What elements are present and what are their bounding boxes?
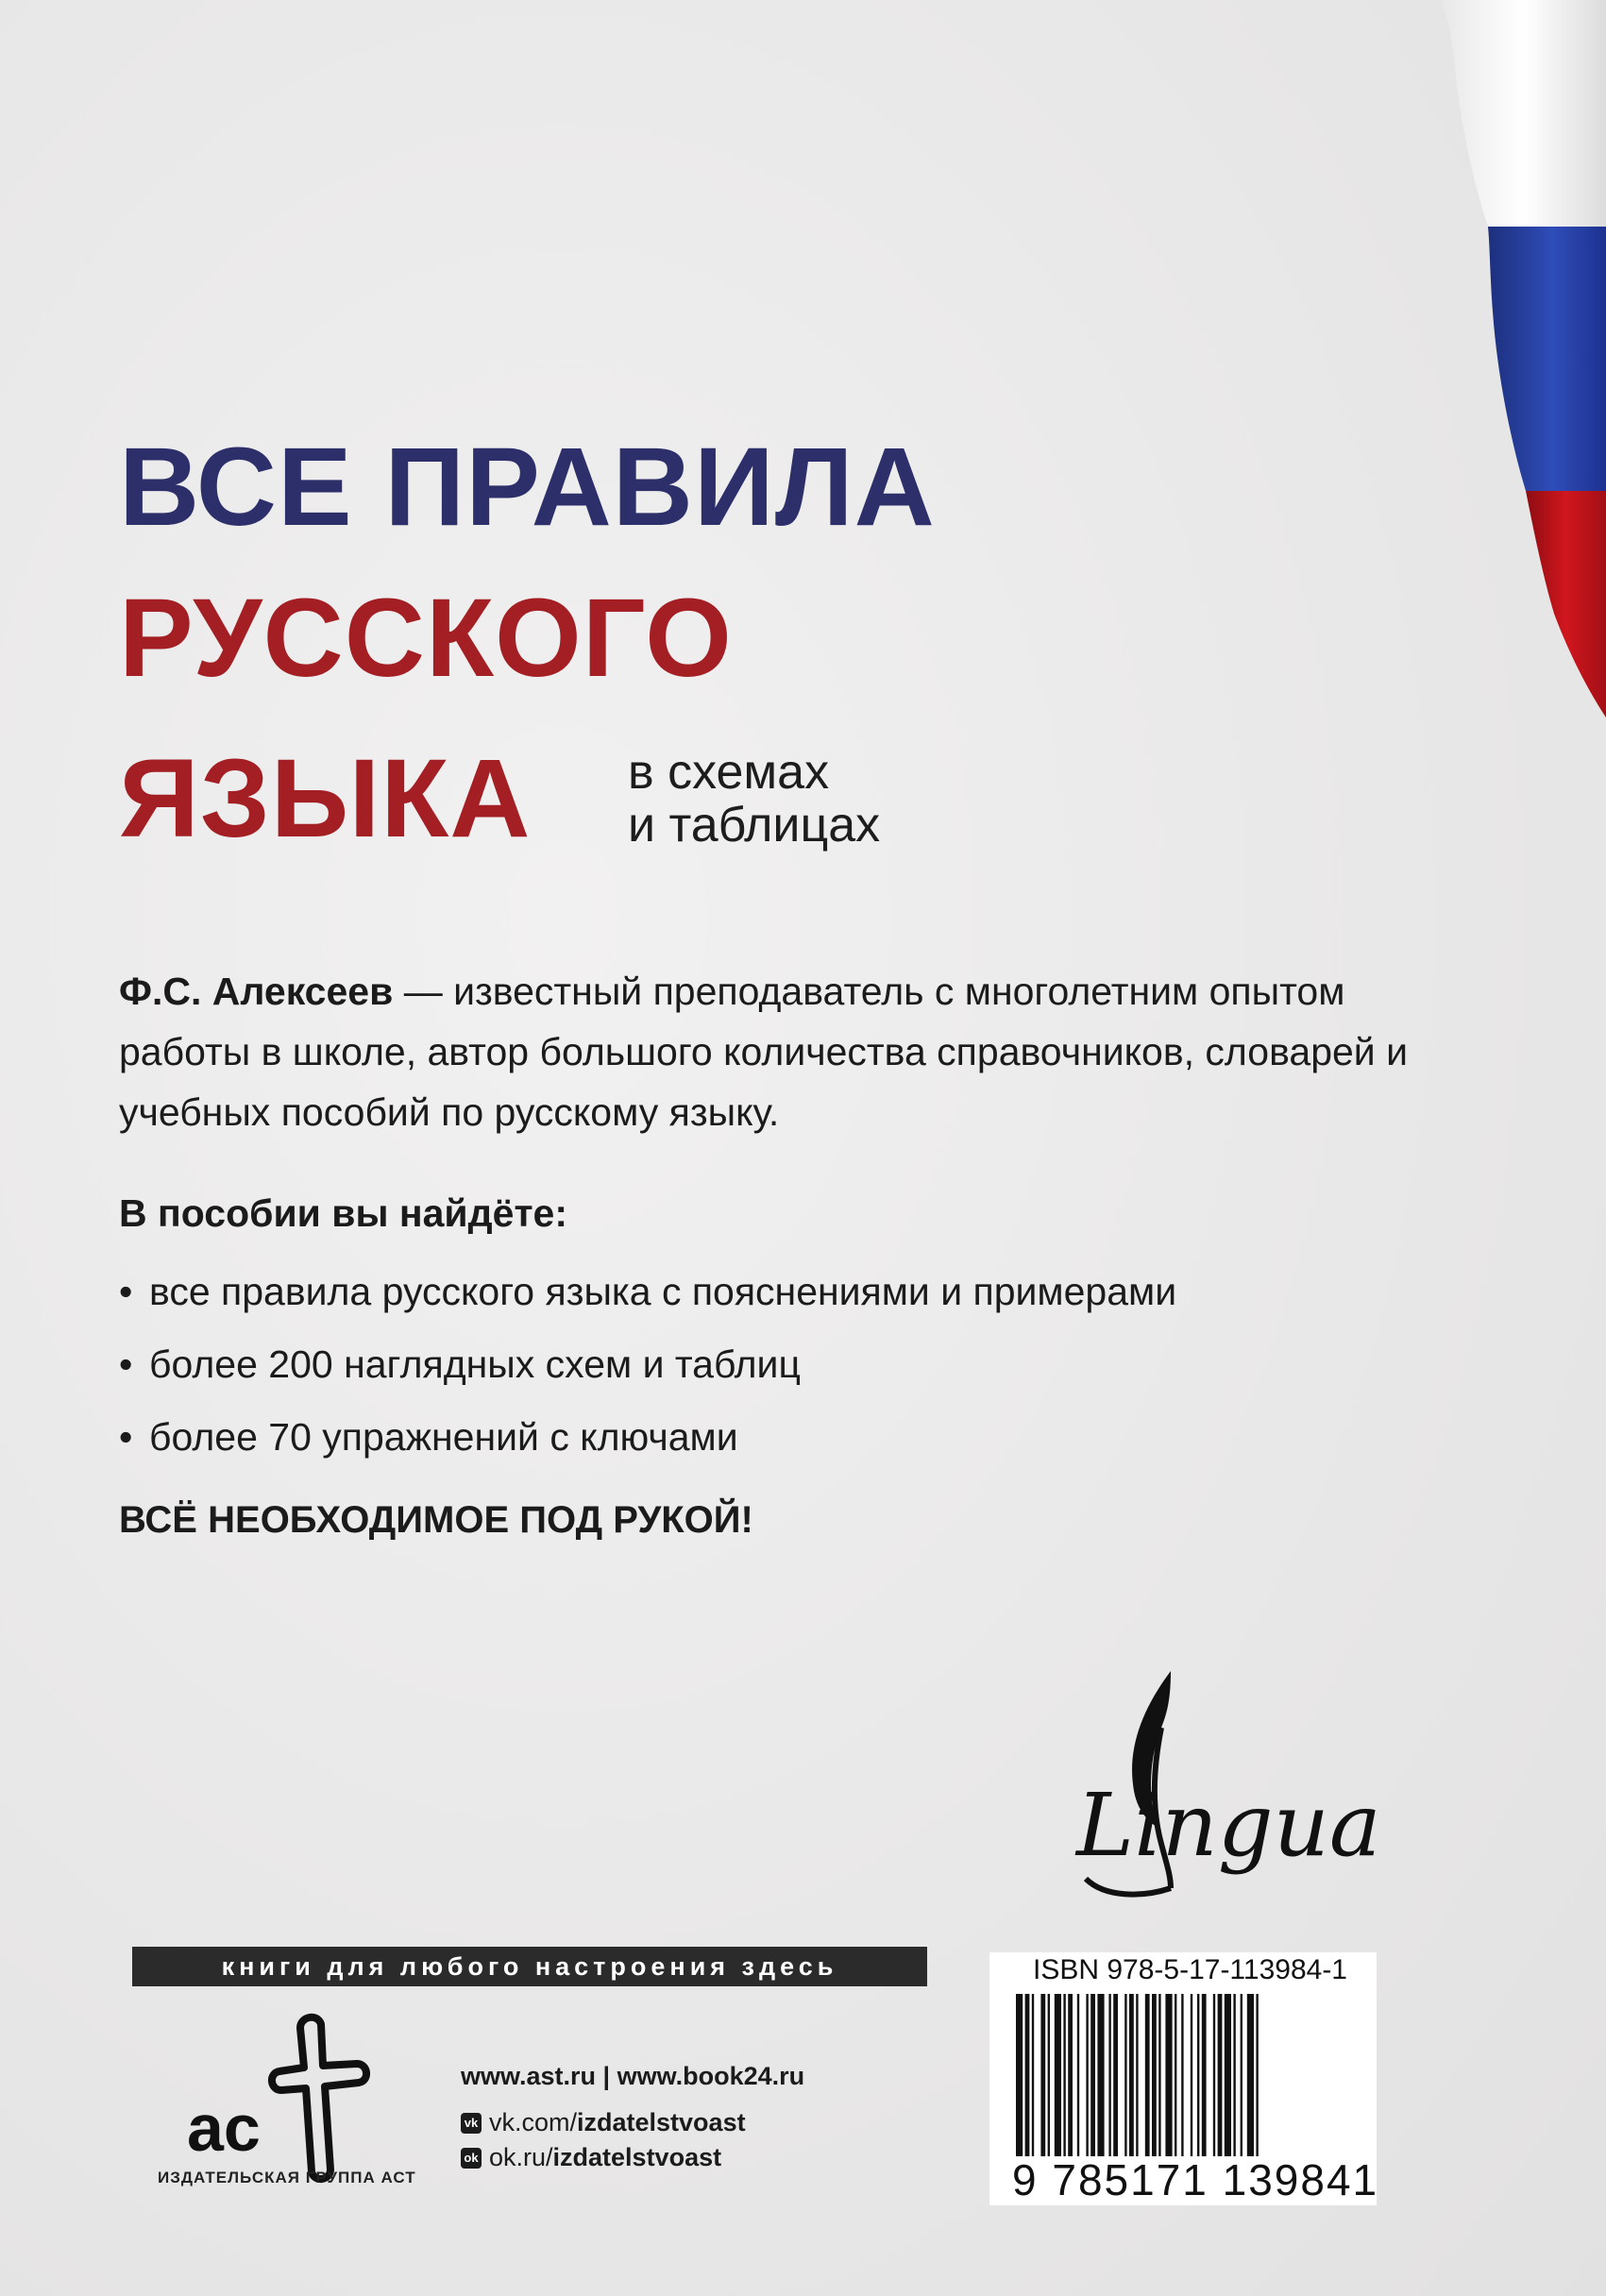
vk-icon: vk bbox=[461, 2113, 482, 2134]
vk-link bbox=[461, 2108, 804, 2137]
barcode-bars bbox=[1012, 1994, 1352, 2156]
title-line-1: ВСЕ ПРАВИЛА bbox=[119, 425, 936, 549]
lingua-logo bbox=[1076, 1775, 1381, 1876]
barcode-bar bbox=[1090, 1994, 1095, 2156]
barcode-bar bbox=[1086, 1994, 1088, 2156]
barcode-bar bbox=[1145, 1994, 1150, 2156]
barcode-bar bbox=[1256, 1994, 1258, 2156]
author-bio: — известный преподаватель с многолетним опытом работы в школе, автор большого количества справочников, словарей и учебных пособий по русскому языку. bbox=[119, 970, 1408, 1134]
barcode-bar bbox=[1136, 1994, 1138, 2156]
barcode-bar bbox=[1202, 1994, 1207, 2156]
publisher-websites: www.ast.ru | www.book24.ru bbox=[461, 2062, 805, 2090]
barcode-bar bbox=[1077, 1994, 1079, 2156]
barcode-bar bbox=[1129, 1994, 1134, 2156]
barcode-bar bbox=[1108, 1994, 1110, 2156]
barcode-bar bbox=[1191, 1994, 1192, 2156]
feature-text: более 200 наглядных схем и таблиц bbox=[149, 1342, 801, 1386]
list-item bbox=[119, 1328, 1176, 1401]
author-description bbox=[119, 961, 1460, 1142]
vk-handle: izdatelstvoast bbox=[577, 2108, 746, 2136]
title-line-2: РУССКОГО bbox=[119, 576, 733, 701]
list-item bbox=[119, 1256, 1176, 1328]
slogan: ВСЁ НЕОБХОДИМОЕ ПОД РУКОЙ! bbox=[119, 1499, 753, 1541]
ast-logo bbox=[159, 2009, 404, 2188]
publisher-links bbox=[461, 2062, 804, 2172]
list-item bbox=[119, 1401, 1176, 1474]
barcode-bar bbox=[1063, 1994, 1065, 2156]
title-line-3: ЯЗЫКА bbox=[119, 736, 532, 861]
barcode-bar bbox=[1048, 1994, 1050, 2156]
russian-flag-image bbox=[1403, 0, 1606, 718]
lingua-wordmark: Lingua bbox=[1076, 1775, 1381, 1876]
vk-prefix: vk.com/ bbox=[489, 2108, 578, 2136]
ok-icon: ok bbox=[461, 2148, 482, 2169]
barcode-bar bbox=[1032, 1994, 1034, 2156]
svg-text:ac: ac bbox=[187, 2091, 261, 2165]
barcode-bar bbox=[1158, 1994, 1160, 2156]
bullet-icon: • bbox=[119, 1342, 133, 1386]
barcode-bar bbox=[1165, 1994, 1172, 2156]
barcode-bar bbox=[1113, 1994, 1118, 2156]
feature-text: более 70 упражнений с ключами bbox=[149, 1415, 738, 1459]
barcode-bar bbox=[1181, 1994, 1183, 2156]
barcode-bar bbox=[1016, 1994, 1023, 2156]
subtitle bbox=[628, 746, 880, 852]
promo-banner: книги для любого настроения здесь bbox=[132, 1947, 927, 1986]
barcode-digits: 9 785171 139841 bbox=[1012, 2155, 1379, 2204]
bullet-icon: • bbox=[119, 1270, 133, 1313]
barcode-bar bbox=[1247, 1994, 1254, 2156]
barcode-bar bbox=[1040, 1994, 1045, 2156]
ok-prefix: ok.ru/ bbox=[489, 2143, 553, 2171]
subtitle-line-2: и таблицах bbox=[628, 798, 881, 853]
barcode-bar bbox=[1213, 1994, 1215, 2156]
isbn-number: ISBN 978-5-17-113984-1 bbox=[1033, 1954, 1347, 1985]
feature-text: все правила русского языка с пояснениями и примерами bbox=[149, 1270, 1177, 1313]
barcode-bar bbox=[1225, 1994, 1231, 2156]
barcode-bar bbox=[1233, 1994, 1235, 2156]
barcode-bar bbox=[1097, 1994, 1104, 2156]
barcode-bar bbox=[1055, 1994, 1061, 2156]
feature-list bbox=[119, 1256, 1176, 1474]
bullet-icon: • bbox=[119, 1415, 133, 1459]
author-name: Ф.С. Алексеев bbox=[119, 970, 394, 1013]
ok-link bbox=[461, 2143, 804, 2172]
subtitle-line-1: в схемах bbox=[628, 745, 830, 800]
publisher-caption: ИЗДАТЕЛЬСКАЯ ГРУППА АСТ bbox=[158, 2169, 416, 2186]
barcode-bar bbox=[1241, 1994, 1243, 2156]
barcode-bar bbox=[1025, 1994, 1030, 2156]
ok-handle: izdatelstvoast bbox=[552, 2143, 722, 2171]
barcode-bar bbox=[1124, 1994, 1126, 2156]
barcode-bar bbox=[1152, 1994, 1157, 2156]
barcode-bar bbox=[1175, 1994, 1176, 2156]
barcode-bar bbox=[1068, 1994, 1073, 2156]
barcode-bar bbox=[1218, 1994, 1223, 2156]
features-heading: В пособии вы найдёте: bbox=[119, 1191, 567, 1235]
barcode-bar bbox=[1197, 1994, 1199, 2156]
